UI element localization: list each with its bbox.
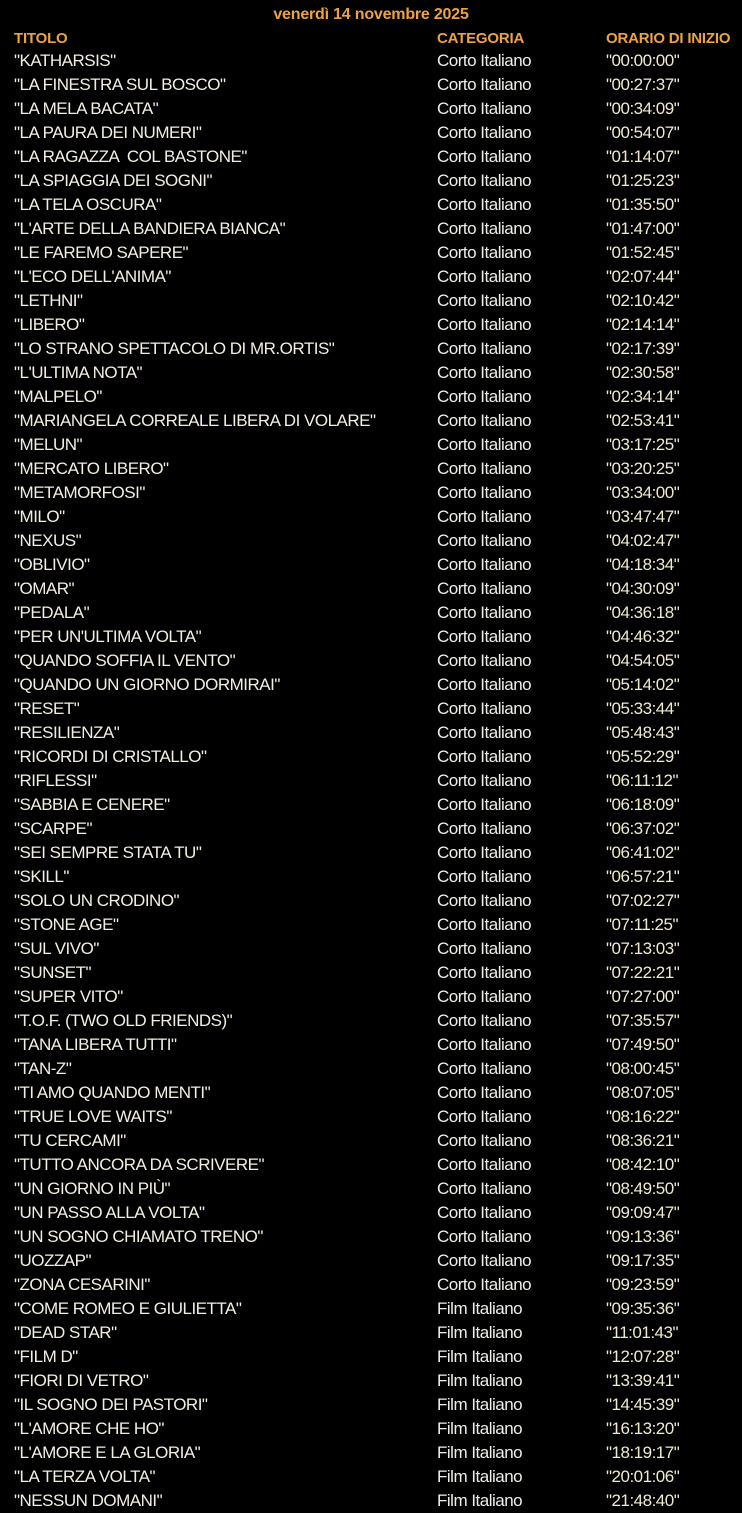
row-start-time: "01:52:45" <box>606 243 680 262</box>
row-title: "LO STRANO SPETTACOLO DI MR.ORTIS" <box>14 339 335 358</box>
row-start-time: "07:11:25" <box>606 915 678 934</box>
table-row <box>0 865 742 889</box>
row-start-time: "01:35:50" <box>606 195 680 214</box>
row-category: Corto Italiano <box>437 339 532 358</box>
row-start-time: "08:00:45" <box>606 1059 680 1078</box>
row-start-time: "03:34:00" <box>606 483 680 502</box>
row-title: "MALPELO" <box>14 387 102 406</box>
row-title: "NEXUS" <box>14 531 82 550</box>
row-title: "LA PAURA DEI NUMERI" <box>14 123 202 142</box>
row-start-time: "07:27:00" <box>606 987 680 1006</box>
row-start-time: "11:01:43" <box>606 1323 678 1342</box>
row-title: "LIBERO" <box>14 315 85 334</box>
row-start-time: "00:54:07" <box>606 123 680 142</box>
table-row <box>0 457 742 481</box>
table-row <box>0 241 742 265</box>
table-row <box>0 337 742 361</box>
table-row <box>0 673 742 697</box>
row-title: "TUTTO ANCORA DA SCRIVERE" <box>14 1155 265 1174</box>
row-category: Film Italiano <box>437 1299 523 1318</box>
row-category: Film Italiano <box>437 1371 523 1390</box>
row-category: Corto Italiano <box>437 1275 532 1294</box>
row-title: "FILM D" <box>14 1347 78 1366</box>
table-row <box>0 1465 742 1489</box>
row-title: "DEAD STAR" <box>14 1323 117 1342</box>
table-row <box>0 217 742 241</box>
row-start-time: "08:49:50" <box>606 1179 680 1198</box>
table-row <box>0 1177 742 1201</box>
schedule-rows <box>0 49 742 1513</box>
table-row <box>0 145 742 169</box>
row-start-time: "04:54:05" <box>606 651 680 670</box>
row-category: Corto Italiano <box>437 459 532 478</box>
row-category: Film Italiano <box>437 1395 523 1414</box>
row-title: "QUANDO UN GIORNO DORMIRAI" <box>14 675 280 694</box>
table-row <box>0 433 742 457</box>
table-row <box>0 793 742 817</box>
table-row <box>0 913 742 937</box>
row-category: Corto Italiano <box>437 1251 532 1270</box>
table-row <box>0 817 742 841</box>
row-category: Corto Italiano <box>437 195 532 214</box>
row-title: "LA MELA BACATA" <box>14 99 159 118</box>
row-title: "L'AMORE CHE HO" <box>14 1419 164 1438</box>
row-start-time: "02:10:42" <box>606 291 680 310</box>
row-title: "SCARPE" <box>14 819 92 838</box>
row-start-time: "03:20:25" <box>606 459 680 478</box>
row-title: "SOLO UN CRODINO" <box>14 891 180 910</box>
row-category: Corto Italiano <box>437 771 532 790</box>
row-title: "LA FINESTRA SUL BOSCO" <box>14 75 226 94</box>
row-start-time: "05:48:43" <box>606 723 680 742</box>
row-category: Corto Italiano <box>437 891 532 910</box>
row-category: Corto Italiano <box>437 147 532 166</box>
table-row <box>0 1489 742 1513</box>
table-row <box>0 1033 742 1057</box>
row-title: "RESET" <box>14 699 80 718</box>
row-title: "SUNSET" <box>14 963 92 982</box>
table-row <box>0 169 742 193</box>
row-category: Corto Italiano <box>437 1059 532 1078</box>
column-header-categoria: CATEGORIA <box>437 30 525 47</box>
row-category: Film Italiano <box>437 1467 523 1486</box>
row-title: "NESSUN DOMANI" <box>14 1491 163 1510</box>
row-start-time: "21:48:40" <box>606 1491 680 1510</box>
row-category: Corto Italiano <box>437 819 532 838</box>
row-category: Corto Italiano <box>437 939 532 958</box>
row-start-time: "08:36:21" <box>606 1131 680 1150</box>
table-row <box>0 313 742 337</box>
row-start-time: "02:07:44" <box>606 267 680 286</box>
row-category: Corto Italiano <box>437 987 532 1006</box>
row-title: "PER UN'ULTIMA VOLTA" <box>14 627 202 646</box>
row-category: Corto Italiano <box>437 1179 532 1198</box>
table-row <box>0 73 742 97</box>
row-start-time: "06:37:02" <box>606 819 680 838</box>
table-row <box>0 1057 742 1081</box>
row-start-time: "02:17:39" <box>606 339 680 358</box>
table-row <box>0 889 742 913</box>
table-row <box>0 361 742 385</box>
row-start-time: "02:53:41" <box>606 411 680 430</box>
row-title: "STONE AGE" <box>14 915 119 934</box>
row-title: "SUL VIVO" <box>14 939 99 958</box>
row-category: Corto Italiano <box>437 291 532 310</box>
row-title: "RICORDI DI CRISTALLO" <box>14 747 207 766</box>
table-row <box>0 697 742 721</box>
table-row <box>0 1249 742 1273</box>
table-row <box>0 385 742 409</box>
row-category: Corto Italiano <box>437 627 532 646</box>
row-category: Corto Italiano <box>437 1227 532 1246</box>
row-category: Corto Italiano <box>437 1083 532 1102</box>
row-category: Corto Italiano <box>437 555 532 574</box>
row-title: "MELUN" <box>14 435 83 454</box>
row-title: "SKILL" <box>14 867 69 886</box>
row-category: Corto Italiano <box>437 411 532 430</box>
table-row <box>0 937 742 961</box>
row-title: "KATHARSIS" <box>14 51 116 70</box>
table-row <box>0 121 742 145</box>
table-row <box>0 985 742 1009</box>
table-row <box>0 769 742 793</box>
row-category: Corto Italiano <box>437 507 532 526</box>
row-category: Corto Italiano <box>437 51 532 70</box>
row-title: "MILO" <box>14 507 65 526</box>
table-row <box>0 1009 742 1033</box>
row-start-time: "03:17:25" <box>606 435 680 454</box>
row-category: Corto Italiano <box>437 387 532 406</box>
row-category: Corto Italiano <box>437 723 532 742</box>
row-category: Corto Italiano <box>437 579 532 598</box>
table-row <box>0 649 742 673</box>
row-start-time: "09:23:59" <box>606 1275 680 1294</box>
table-row <box>0 1129 742 1153</box>
row-start-time: "00:34:09" <box>606 99 680 118</box>
row-category: Film Italiano <box>437 1347 523 1366</box>
row-start-time: "06:41:02" <box>606 843 680 862</box>
row-title: "TANA LIBERA TUTTI" <box>14 1035 177 1054</box>
table-row <box>0 625 742 649</box>
row-start-time: "01:25:23" <box>606 171 680 190</box>
table-row <box>0 289 742 313</box>
row-start-time: "01:47:00" <box>606 219 680 238</box>
row-category: Film Italiano <box>437 1443 523 1462</box>
date-title: venerdì 14 novembre 2025 <box>273 6 469 23</box>
row-title: "COME ROMEO E GIULIETTA" <box>14 1299 242 1318</box>
table-row <box>0 1321 742 1345</box>
row-start-time: "02:30:58" <box>606 363 680 382</box>
row-category: Corto Italiano <box>437 1107 532 1126</box>
row-category: Corto Italiano <box>437 75 532 94</box>
table-row <box>0 505 742 529</box>
row-category: Corto Italiano <box>437 747 532 766</box>
row-category: Corto Italiano <box>437 123 532 142</box>
row-title: "T.O.F. (TWO OLD FRIENDS)" <box>14 1011 233 1030</box>
table-row <box>0 745 742 769</box>
row-start-time: "06:18:09" <box>606 795 680 814</box>
row-category: Corto Italiano <box>437 1035 532 1054</box>
row-title: "SABBIA E CENERE" <box>14 795 170 814</box>
row-start-time: "00:27:37" <box>606 75 680 94</box>
table-row <box>0 1297 742 1321</box>
row-start-time: "09:17:35" <box>606 1251 680 1270</box>
row-start-time: "13:39:41" <box>606 1371 680 1390</box>
row-start-time: "08:16:22" <box>606 1107 680 1126</box>
row-category: Corto Italiano <box>437 435 532 454</box>
row-start-time: "14:45:39" <box>606 1395 680 1414</box>
row-title: "PEDALA" <box>14 603 90 622</box>
table-row <box>0 1201 742 1225</box>
row-title: "LA SPIAGGIA DEI SOGNI" <box>14 171 213 190</box>
row-start-time: "06:57:21" <box>606 867 680 886</box>
row-title: "RIFLESSI" <box>14 771 97 790</box>
table-row <box>0 553 742 577</box>
row-title: "METAMORFOSI" <box>14 483 145 502</box>
row-category: Corto Italiano <box>437 315 532 334</box>
table-row <box>0 1273 742 1297</box>
table-row <box>0 265 742 289</box>
table-row <box>0 1393 742 1417</box>
row-category: Corto Italiano <box>437 243 532 262</box>
row-title: "SEI SEMPRE STATA TU" <box>14 843 202 862</box>
row-title: "UN PASSO ALLA VOLTA" <box>14 1203 205 1222</box>
table-row <box>0 1345 742 1369</box>
row-category: Corto Italiano <box>437 843 532 862</box>
table-row <box>0 409 742 433</box>
table-row <box>0 529 742 553</box>
row-category: Corto Italiano <box>437 1155 532 1174</box>
row-start-time: "05:14:02" <box>606 675 680 694</box>
row-category: Corto Italiano <box>437 171 532 190</box>
row-start-time: "05:33:44" <box>606 699 680 718</box>
row-start-time: "04:46:32" <box>606 627 680 646</box>
row-start-time: "03:47:47" <box>606 507 680 526</box>
row-category: Corto Italiano <box>437 795 532 814</box>
row-start-time: "07:35:57" <box>606 1011 680 1030</box>
column-header-orario-di-inizio: ORARIO DI INIZIO <box>606 30 731 47</box>
table-row <box>0 721 742 745</box>
row-start-time: "04:30:09" <box>606 579 680 598</box>
column-header-titolo: TITOLO <box>14 30 68 47</box>
table-row <box>0 481 742 505</box>
row-category: Film Italiano <box>437 1491 523 1510</box>
row-category: Film Italiano <box>437 1419 523 1438</box>
row-start-time: "06:11:12" <box>606 771 678 790</box>
row-title: "MERCATO LIBERO" <box>14 459 169 478</box>
table-row <box>0 841 742 865</box>
row-title: "L'ULTIMA NOTA" <box>14 363 143 382</box>
table-row <box>0 961 742 985</box>
row-start-time: "02:34:14" <box>606 387 680 406</box>
row-title: "UN GIORNO IN PIÙ" <box>14 1179 171 1198</box>
row-start-time: "07:49:50" <box>606 1035 680 1054</box>
row-title: "L'ARTE DELLA BANDIERA BIANCA" <box>14 219 286 238</box>
table-row <box>0 1105 742 1129</box>
row-title: "OBLIVIO" <box>14 555 90 574</box>
row-category: Corto Italiano <box>437 531 532 550</box>
row-category: Corto Italiano <box>437 363 532 382</box>
row-category: Corto Italiano <box>437 219 532 238</box>
row-category: Corto Italiano <box>437 1011 532 1030</box>
table-row <box>0 1441 742 1465</box>
row-start-time: "16:13:20" <box>606 1419 680 1438</box>
row-title: "TU CERCAMI" <box>14 1131 126 1150</box>
row-start-time: "08:07:05" <box>606 1083 680 1102</box>
row-title: "MARIANGELA CORREALE LIBERA DI VOLARE" <box>14 411 376 430</box>
row-start-time: "05:52:29" <box>606 747 680 766</box>
row-title: "L'ECO DELL'ANIMA" <box>14 267 171 286</box>
row-start-time: "09:13:36" <box>606 1227 680 1246</box>
row-start-time: "07:02:27" <box>606 891 680 910</box>
row-start-time: "20:01:06" <box>606 1467 680 1486</box>
row-title: "TAN-Z" <box>14 1059 72 1078</box>
row-category: Corto Italiano <box>437 867 532 886</box>
row-category: Corto Italiano <box>437 963 532 982</box>
row-start-time: "07:13:03" <box>606 939 680 958</box>
row-start-time: "09:09:47" <box>606 1203 680 1222</box>
table-row <box>0 601 742 625</box>
row-start-time: "00:00:00" <box>606 51 680 70</box>
table-row <box>0 193 742 217</box>
table-row <box>0 1369 742 1393</box>
row-start-time: "01:14:07" <box>606 147 680 166</box>
row-title: "IL SOGNO DEI PASTORI" <box>14 1395 208 1414</box>
row-start-time: "09:35:36" <box>606 1299 680 1318</box>
row-start-time: "07:22:21" <box>606 963 680 982</box>
row-title: "QUANDO SOFFIA IL VENTO" <box>14 651 236 670</box>
row-title: "TRUE LOVE WAITS" <box>14 1107 172 1126</box>
table-row <box>0 49 742 73</box>
row-title: "SUPER VITO" <box>14 987 123 1006</box>
row-category: Corto Italiano <box>437 651 532 670</box>
row-title: "UOZZAP" <box>14 1251 92 1270</box>
row-category: Corto Italiano <box>437 699 532 718</box>
row-start-time: "04:36:18" <box>606 603 680 622</box>
row-category: Corto Italiano <box>437 99 532 118</box>
row-category: Corto Italiano <box>437 267 532 286</box>
row-category: Corto Italiano <box>437 1203 532 1222</box>
row-start-time: "02:14:14" <box>606 315 680 334</box>
row-title: "RESILIENZA" <box>14 723 120 742</box>
row-title: "UN SOGNO CHIAMATO TRENO" <box>14 1227 263 1246</box>
table-row <box>0 97 742 121</box>
table-row <box>0 1417 742 1441</box>
row-category: Corto Italiano <box>437 675 532 694</box>
row-title: "L'AMORE E LA GLORIA" <box>14 1443 201 1462</box>
table-row <box>0 1225 742 1249</box>
table-row <box>0 577 742 601</box>
row-category: Film Italiano <box>437 1323 523 1342</box>
row-title: "OMAR" <box>14 579 75 598</box>
row-category: Corto Italiano <box>437 1131 532 1150</box>
row-title: "ZONA CESARINI" <box>14 1275 150 1294</box>
row-start-time: "04:18:34" <box>606 555 680 574</box>
row-category: Corto Italiano <box>437 603 532 622</box>
row-start-time: "04:02:47" <box>606 531 680 550</box>
row-category: Corto Italiano <box>437 483 532 502</box>
table-header <box>0 28 742 49</box>
row-category: Corto Italiano <box>437 915 532 934</box>
row-title: "FIORI DI VETRO" <box>14 1371 149 1390</box>
row-title: "LE FAREMO SAPERE" <box>14 243 189 262</box>
row-title: "LA TELA OSCURA" <box>14 195 162 214</box>
row-title: "LETHNI" <box>14 291 83 310</box>
row-title: "TI AMO QUANDO MENTI" <box>14 1083 211 1102</box>
row-start-time: "18:19:17" <box>606 1443 680 1462</box>
row-title: "LA RAGAZZA COL BASTONE" <box>14 147 247 166</box>
table-row <box>0 1081 742 1105</box>
row-title: "LA TERZA VOLTA" <box>14 1467 156 1486</box>
row-start-time: "08:42:10" <box>606 1155 680 1174</box>
row-start-time: "12:07:28" <box>606 1347 680 1366</box>
table-row <box>0 1153 742 1177</box>
